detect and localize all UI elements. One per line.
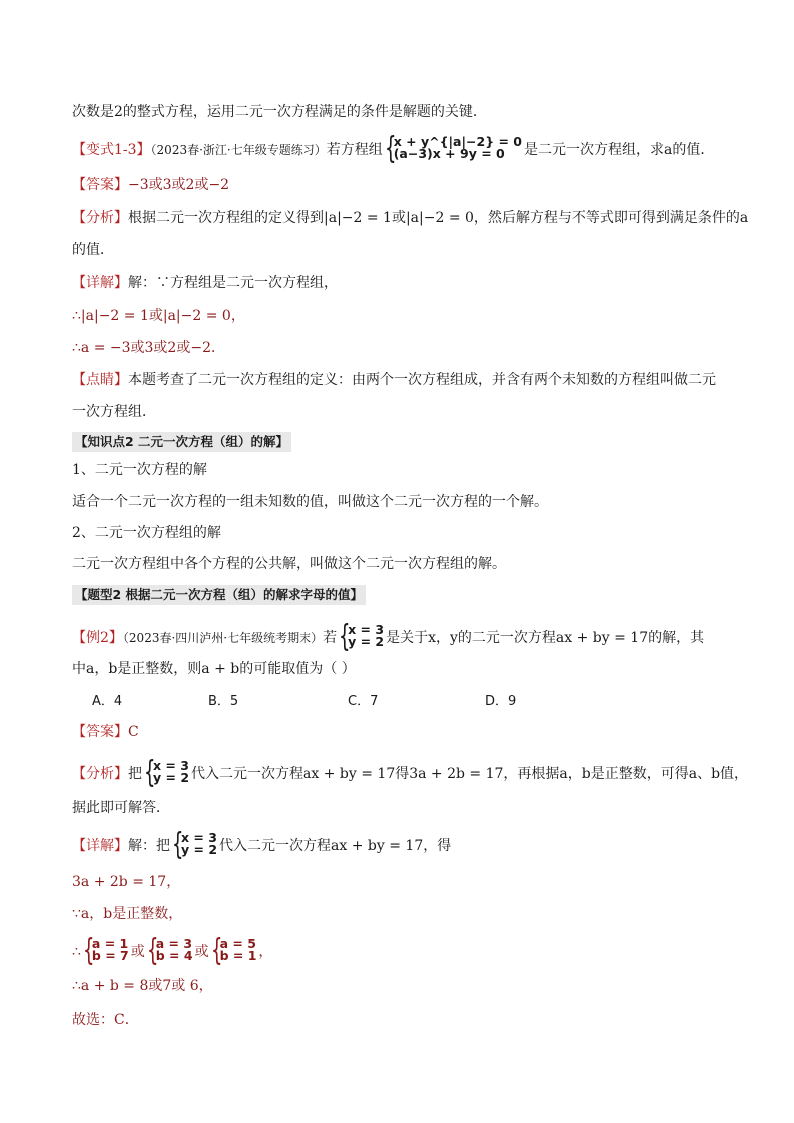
solution-system: { x = 3 y = 2 (172, 827, 218, 862)
point-tag: 【点睛】 (72, 372, 128, 388)
detail-step: 3a + 2b = 17， (72, 874, 181, 890)
analysis-text: 根据二元一次方程组的定义得到|a|−2 = 1或|a|−2 = 0，然后解方程与不等式即可得到满足条件的a (128, 210, 749, 226)
text-line: 次数是2的整式方程，运用二元一次方程满足的条件是解题的关键． (72, 104, 487, 120)
example-analysis-2: 据此即可解答． (72, 800, 170, 816)
detail-step: ∵a，b是正整数， (72, 906, 183, 922)
point-line-2: 一次方程组． (72, 404, 156, 420)
variant-question (72, 131, 715, 166)
option-d: D．9 (485, 694, 517, 709)
detail-step: ∴a = −3或3或2或−2． (72, 340, 225, 356)
sys-row: b = 7 (91, 948, 129, 963)
detail-text: 解：∵方程组是二元一次方程组， (128, 275, 338, 291)
knowledge-heading: 【知识点2 二元一次方程（组）的解】 (72, 432, 291, 452)
example-pre: 若 (323, 630, 338, 646)
solution-y: y = 2 (348, 634, 385, 649)
answer-line (72, 175, 229, 195)
equation-2: (a−3)x + 9y = 0 (393, 146, 505, 161)
example-tag: 【例2】 (72, 630, 123, 646)
sys-row: b = 4 (155, 948, 193, 963)
or-word: 或 (194, 944, 209, 960)
option-c: C．7 (348, 694, 379, 709)
or-word: 或 (130, 944, 145, 960)
analysis-line (72, 208, 748, 228)
knowledge-title-2: 2、二元一次方程组的解 (72, 525, 221, 541)
analysis-pre: 把 (128, 766, 142, 782)
answer-value: C (128, 724, 139, 740)
example-analysis (72, 755, 749, 790)
comma: ， (258, 944, 273, 960)
variant-pre: 若方程组 (326, 142, 383, 158)
detail-step: ∴|a|−2 = 1或|a|−2 = 0， (72, 308, 245, 324)
detail-step: 故选：C． (72, 1012, 139, 1028)
analysis-post: 代入二元一次方程ax + by = 17得3a + 2b = 17，再根据a，b是正整数，可得a、b值， (191, 766, 749, 782)
detail-step-systems (72, 933, 273, 968)
sys-row: a = 3 (155, 936, 193, 951)
equation-1: x + y^{|a|−2} = 0 (393, 134, 522, 149)
solution-x: x = 3 (181, 830, 217, 845)
solution-system: { a = 1 b = 7 (82, 933, 129, 968)
solution-system: { x = 3 y = 2 (144, 755, 190, 790)
example-line-2: 中a，b是正整数，则a + b的可能取值为（ ） (72, 661, 356, 677)
knowledge-text-1: 适合一个二元一次方程的一组未知数的值，叫做这个二元一次方程的一个解。 (72, 494, 548, 510)
detail-step: ∴a + b = 8或7或 6， (72, 978, 213, 994)
detail-tag: 【详解】 (72, 838, 128, 854)
point-text: 本题考查了二元一次方程组的定义：由两个一次方程组成，并含有两个未知数的方程组叫做二元 (128, 372, 716, 388)
variant-source: （2023春·浙江·七年级专题练习） (150, 143, 327, 157)
variant-tag: 【变式1-3】 (72, 142, 151, 158)
detail-pre: 解：把 (128, 838, 170, 854)
example-detail (72, 827, 452, 862)
detail-post: 代入二元一次方程ax + by = 17，得 (219, 838, 452, 854)
solution-x: x = 3 (348, 622, 385, 637)
equation-system: { x + y^{|a|−2} = 0 (a−3)x + 9y = 0 (384, 131, 522, 166)
analysis-tag: 【分析】 (72, 210, 128, 226)
solution-system: { x = 3 y = 2 (339, 619, 385, 654)
sys-row: a = 5 (219, 936, 256, 951)
example-question (72, 619, 705, 654)
sys-row: b = 1 (219, 948, 257, 963)
solution-y: y = 2 (181, 842, 218, 857)
knowledge-title-1: 1、二元一次方程的解 (72, 462, 207, 478)
solution-y: y = 2 (153, 770, 190, 785)
analysis-line-2: 的值． (72, 242, 114, 258)
answer-tag: 【答案】 (72, 177, 128, 193)
option-a: A．4 (92, 694, 123, 709)
question-type-heading: 【题型2 根据二元一次方程（组）的解求字母的值】 (72, 585, 366, 605)
sys-row: a = 1 (91, 936, 129, 951)
solution-x: x = 3 (153, 758, 189, 773)
answer-tag: 【答案】 (72, 724, 128, 740)
knowledge-text-2: 二元一次方程组中各个方程的公共解，叫做这个二元一次方程组的解。 (72, 556, 506, 572)
detail-tag: 【详解】 (72, 275, 128, 291)
point-line (72, 370, 716, 390)
example-post: 是关于x，y的二元一次方程ax + by = 17的解，其 (386, 630, 705, 646)
option-b: B．5 (208, 694, 239, 709)
example-answer (72, 722, 139, 742)
answer-value: −3或3或2或−2 (128, 177, 230, 193)
solution-system: { a = 5 b = 1 (210, 933, 257, 968)
analysis-tag: 【分析】 (72, 766, 128, 782)
therefore-symbol: ∴ (72, 944, 81, 960)
variant-post: 是二元一次方程组，求a的值． (524, 142, 715, 158)
solution-system: { a = 3 b = 4 (146, 933, 193, 968)
detail-line (72, 273, 338, 293)
example-source: （2023春·四川泸州·七年级统考期末） (122, 631, 324, 645)
